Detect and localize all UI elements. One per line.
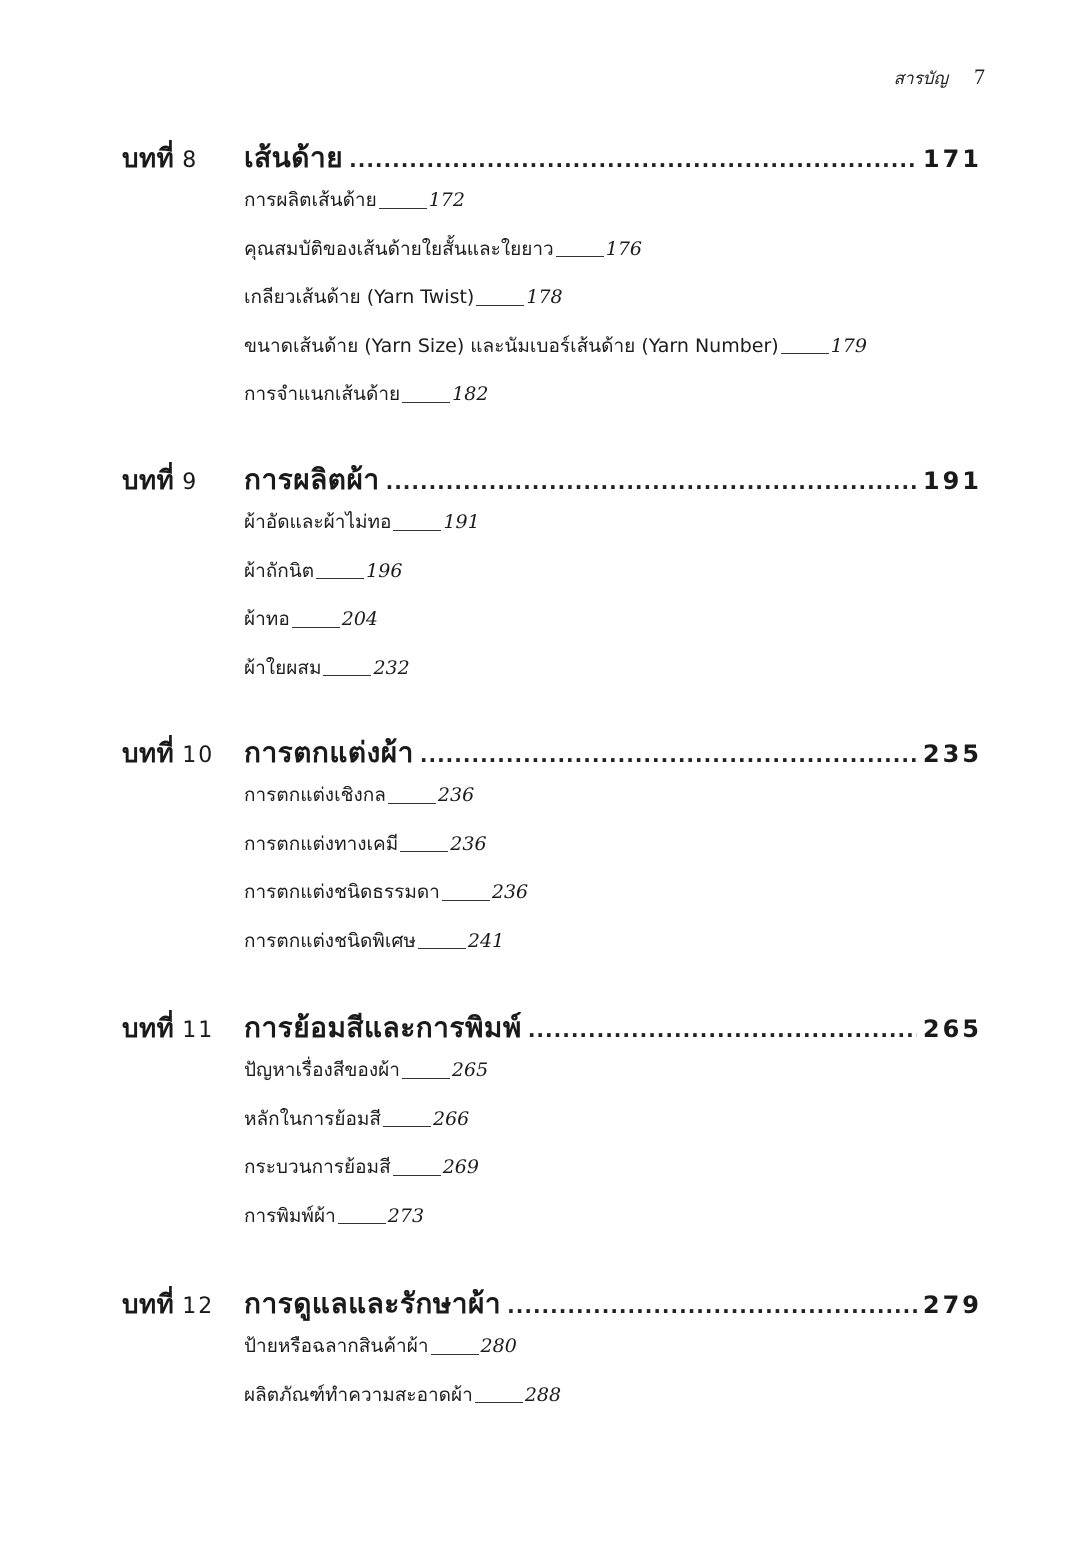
entry-page: 269 <box>442 1156 479 1179</box>
running-head-title: สารบัญ <box>893 69 948 89</box>
toc-entry <box>244 1192 982 1241</box>
dot-leader <box>528 1018 917 1042</box>
section-list <box>122 498 982 692</box>
chapter-title: เส้นด้าย <box>244 141 344 174</box>
section-list <box>122 1046 982 1240</box>
entry-page: 196 <box>366 559 403 582</box>
chapter-10 <box>122 731 982 965</box>
chapter-page: 265 <box>922 1015 982 1043</box>
entry-title: การจำแนกเส้นด้าย <box>244 383 401 406</box>
toc-entry <box>244 1095 982 1144</box>
toc-entry <box>244 273 982 322</box>
page-number: 7 <box>974 64 985 89</box>
toc-entry <box>244 225 982 274</box>
chapter-heading <box>122 458 982 498</box>
entry-page: 191 <box>443 511 480 534</box>
chapter-number: 9 <box>182 470 199 495</box>
entry-page: 273 <box>387 1204 425 1227</box>
leader-line <box>383 1126 431 1127</box>
leader-line <box>316 578 364 579</box>
entry-title: ผ้าใยผสม <box>244 656 322 679</box>
entry-title: ผลิตภัณฑ์ทำความสะอาดผ้า <box>244 1383 473 1406</box>
toc-entry <box>244 917 982 966</box>
running-head <box>894 64 985 92</box>
chapter-12 <box>122 1282 982 1419</box>
toc-entry <box>244 322 982 371</box>
entry-page: 266 <box>432 1107 470 1130</box>
chapter-heading <box>122 731 982 771</box>
entry-title: ผ้าทอ <box>244 608 290 631</box>
toc-entry <box>244 498 982 547</box>
leader-line <box>475 1402 523 1403</box>
entry-page: 176 <box>605 237 642 260</box>
toc-entry <box>244 1322 982 1371</box>
entry-page: 182 <box>452 383 489 406</box>
entry-page: 265 <box>451 1059 489 1082</box>
entry-title: การตกแต่งชนิดพิเศษ <box>244 929 416 952</box>
leader-line <box>476 305 524 306</box>
toc-entry <box>244 771 982 820</box>
entry-title: ผ้าถักนิต <box>244 559 315 582</box>
dot-leader <box>507 1294 917 1318</box>
chapter-11 <box>122 1006 982 1240</box>
entry-page: 280 <box>480 1335 517 1358</box>
leader-line <box>556 256 604 257</box>
chapter-page: 171 <box>922 145 982 173</box>
dot-leader <box>349 148 917 172</box>
toc-entry <box>244 1046 982 1095</box>
chapter-label: บทที่ 12 <box>122 1290 215 1320</box>
toc-entry <box>244 595 982 644</box>
chapter-number: 12 <box>182 1294 215 1319</box>
toc-entry <box>244 370 982 419</box>
chapter-number: 8 <box>182 148 199 173</box>
entry-title: ขนาดเส้นด้าย (Yarn Size) และนัมเบอร์เส้นด้าย (Yarn Number) <box>244 334 779 357</box>
leader-line <box>781 353 829 354</box>
chapter-8 <box>122 136 982 419</box>
chapter-label: บทที่ 9 <box>122 466 199 496</box>
toc-entry <box>244 1371 982 1420</box>
entry-title: การผลิตเส้นด้าย <box>244 189 377 212</box>
leader-line <box>400 851 448 852</box>
section-list <box>122 1322 982 1419</box>
leader-line <box>442 900 490 901</box>
entry-title: การตกแต่งชนิดธรรมดา <box>244 881 440 904</box>
leader-line <box>338 1223 386 1224</box>
entry-page: 236 <box>450 832 487 855</box>
entry-title: การพิมพ์ผ้า <box>244 1204 336 1227</box>
section-list <box>122 176 982 419</box>
entry-page: 178 <box>526 286 563 309</box>
chapter-page: 191 <box>922 467 982 495</box>
leader-line <box>402 1078 450 1079</box>
entry-page: 236 <box>491 881 529 904</box>
entry-title: การตกแต่งเชิงกล <box>244 784 386 807</box>
entry-title: การตกแต่งทางเคมี <box>244 832 399 855</box>
entry-page: 172 <box>428 189 465 212</box>
dot-leader <box>386 470 917 494</box>
leader-line <box>418 948 466 949</box>
entry-title: กระบวนการย้อมสี <box>244 1156 391 1179</box>
entry-page: 179 <box>830 334 867 357</box>
entry-page: 232 <box>373 656 410 679</box>
chapter-page: 235 <box>922 740 982 768</box>
section-list <box>122 771 982 965</box>
chapter-label: บทที่ 8 <box>122 144 199 174</box>
entry-title: เกลียวเส้นด้าย (Yarn Twist) <box>244 286 475 309</box>
chapter-title: การผลิตผ้า <box>244 463 380 496</box>
chapter-label: บทที่ 10 <box>122 739 215 769</box>
chapter-title: การย้อมสีและการพิมพ์ <box>244 1011 522 1044</box>
entry-title: ผ้าอัดและผ้าไม่ทอ <box>244 511 392 534</box>
chapter-heading <box>122 1006 982 1046</box>
chapter-number: 11 <box>182 1018 215 1043</box>
chapter-page: 279 <box>922 1291 982 1319</box>
chapter-number: 10 <box>182 743 215 768</box>
toc-entry <box>244 176 982 225</box>
toc-entry <box>244 1143 982 1192</box>
chapter-title: การตกแต่งผ้า <box>244 736 414 769</box>
entry-page: 288 <box>524 1383 562 1406</box>
entry-title: หลักในการย้อมสี <box>244 1107 381 1130</box>
leader-line <box>431 1354 479 1355</box>
chapter-title: การดูแลและรักษาผ้า <box>244 1287 502 1320</box>
leader-line <box>323 675 371 676</box>
toc-entry <box>244 644 982 693</box>
leader-line <box>379 208 427 209</box>
dot-leader <box>420 743 917 767</box>
chapter-label: บทที่ 11 <box>122 1014 215 1044</box>
chapter-heading <box>122 1282 982 1322</box>
chapter-heading <box>122 136 982 176</box>
leader-line <box>292 627 340 628</box>
leader-line <box>388 803 436 804</box>
leader-line <box>393 1175 441 1176</box>
entry-title: คุณสมบัติของเส้นด้ายใยสั้นและใยยาว <box>244 237 554 260</box>
entry-page: 204 <box>341 608 379 631</box>
entry-title: ปัญหาเรื่องสีของผ้า <box>244 1059 400 1082</box>
entry-page: 236 <box>437 784 475 807</box>
leader-line <box>402 402 450 403</box>
entry-title: ป้ายหรือฉลากสินค้าผ้า <box>244 1335 429 1358</box>
entry-page: 241 <box>467 929 505 952</box>
toc-entry <box>244 820 982 869</box>
leader-line <box>393 530 441 531</box>
chapter-9 <box>122 458 982 692</box>
toc-entry <box>244 547 982 596</box>
toc-entry <box>244 868 982 917</box>
